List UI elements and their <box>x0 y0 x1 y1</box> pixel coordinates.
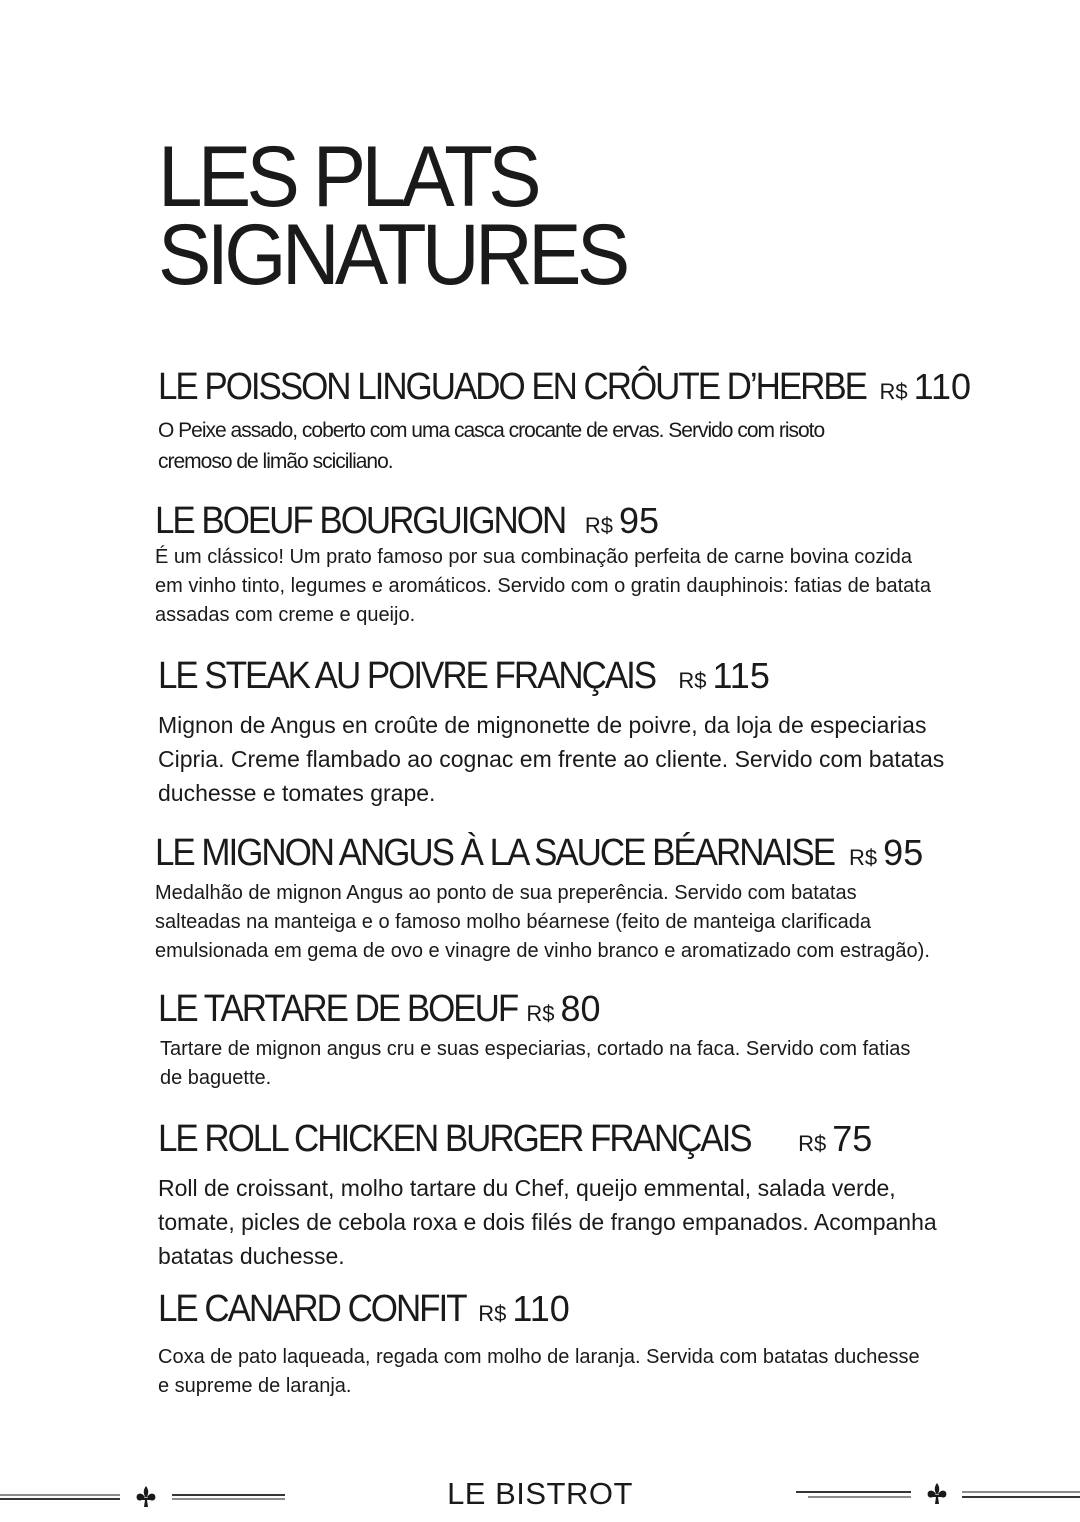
dish-price: 110 <box>913 366 972 407</box>
menu-item-poisson <box>158 366 971 477</box>
dish-name: LE CANARD CONFIT <box>158 1288 466 1330</box>
dish-name: LE BOEUF BOURGUIGNON <box>155 500 566 542</box>
dish-name: LE POISSON LINGUADO EN CRÔUTE D’HERBE <box>158 366 866 408</box>
menu-item-steak-au-poivre <box>158 655 944 810</box>
footer-brand: LE BISTROT <box>447 1476 633 1511</box>
dish-description: É um clássico! Um prato famoso por sua combinação perfeita de carne bovina cozida em vinho tinto, legumes e aromáticos. Servido com o gratin dauphinois: fatias de batata assadas com creme e queijo. <box>155 546 931 626</box>
dish-description: Mignon de Angus en croûte de mignonette de poivre, da loja de especiarias Cipria. Creme flambado ao cognac em frente ao cliente. Servido com batatas duchesse e tomates grape. <box>158 712 945 806</box>
dish-name: LE STEAK AU POIVRE FRANÇAIS <box>158 655 656 697</box>
page-title-line-1: LES PLATS <box>158 129 537 225</box>
page-title-line-2: SIGNATURES <box>158 207 626 303</box>
dish-description: Roll de croissant, molho tartare du Chef, queijo emmental, salada verde, tomate, picles de cebola roxa e dois filés de frango empanados. Acompanha batatas duchesse. <box>158 1175 937 1269</box>
footer-ornament-left <box>0 1480 300 1514</box>
dish-price: 80 <box>560 988 601 1029</box>
dish-name: LE ROLL CHICKEN BURGER FRANÇAIS <box>158 1118 751 1160</box>
dish-price: 75 <box>832 1118 873 1159</box>
footer-ornament-right <box>796 1480 1080 1514</box>
menu-item-mignon-bearnaise <box>155 832 930 966</box>
menu-item-canard-confit <box>158 1288 920 1401</box>
dish-currency: R$ <box>879 379 908 404</box>
dish-description: Medalhão de mignon Angus ao ponto de sua preperência. Servido com batatas salteadas na manteiga e o famoso molho béarnese (feito de manteiga clarificada emulsionada em gema de ovo e vinagre de vinho branco e aromatizado com estragão). <box>155 882 930 962</box>
dish-price: 115 <box>712 655 770 696</box>
dish-description: Coxa de pato laqueada, regada com molho de laranja. Servida com batatas duchesse e supreme de laranja. <box>158 1346 920 1397</box>
dish-name: LE MIGNON ANGUS À LA SAUCE BÉARNAISE <box>155 832 835 874</box>
dish-currency: R$ <box>678 668 707 693</box>
fleur-de-lis-icon <box>928 1483 947 1504</box>
fleur-de-lis-icon <box>137 1486 156 1507</box>
dish-currency: R$ <box>798 1131 827 1156</box>
dish-currency: R$ <box>849 845 878 870</box>
dish-currency: R$ <box>584 513 613 538</box>
menu-item-tartare <box>158 988 910 1093</box>
menu-item-boeuf-bourguignon <box>155 500 931 630</box>
dish-price: 95 <box>883 832 924 873</box>
dish-price: 95 <box>618 500 660 541</box>
dish-description: Tartare de mignon angus cru e suas especiarias, cortado na faca. Servido com fatias de baguette. <box>160 1038 911 1089</box>
dish-currency: R$ <box>526 1001 555 1026</box>
page-title <box>158 129 626 303</box>
dish-currency: R$ <box>478 1301 507 1326</box>
dish-price: 110 <box>512 1288 570 1329</box>
dish-name: LE TARTARE DE BOEUF <box>158 988 518 1030</box>
dish-description: O Peixe assado, coberto com uma casca crocante de ervas. Servido com risoto cremoso de limão sciciliano. <box>158 419 825 473</box>
menu-item-chicken-burger <box>158 1118 937 1273</box>
